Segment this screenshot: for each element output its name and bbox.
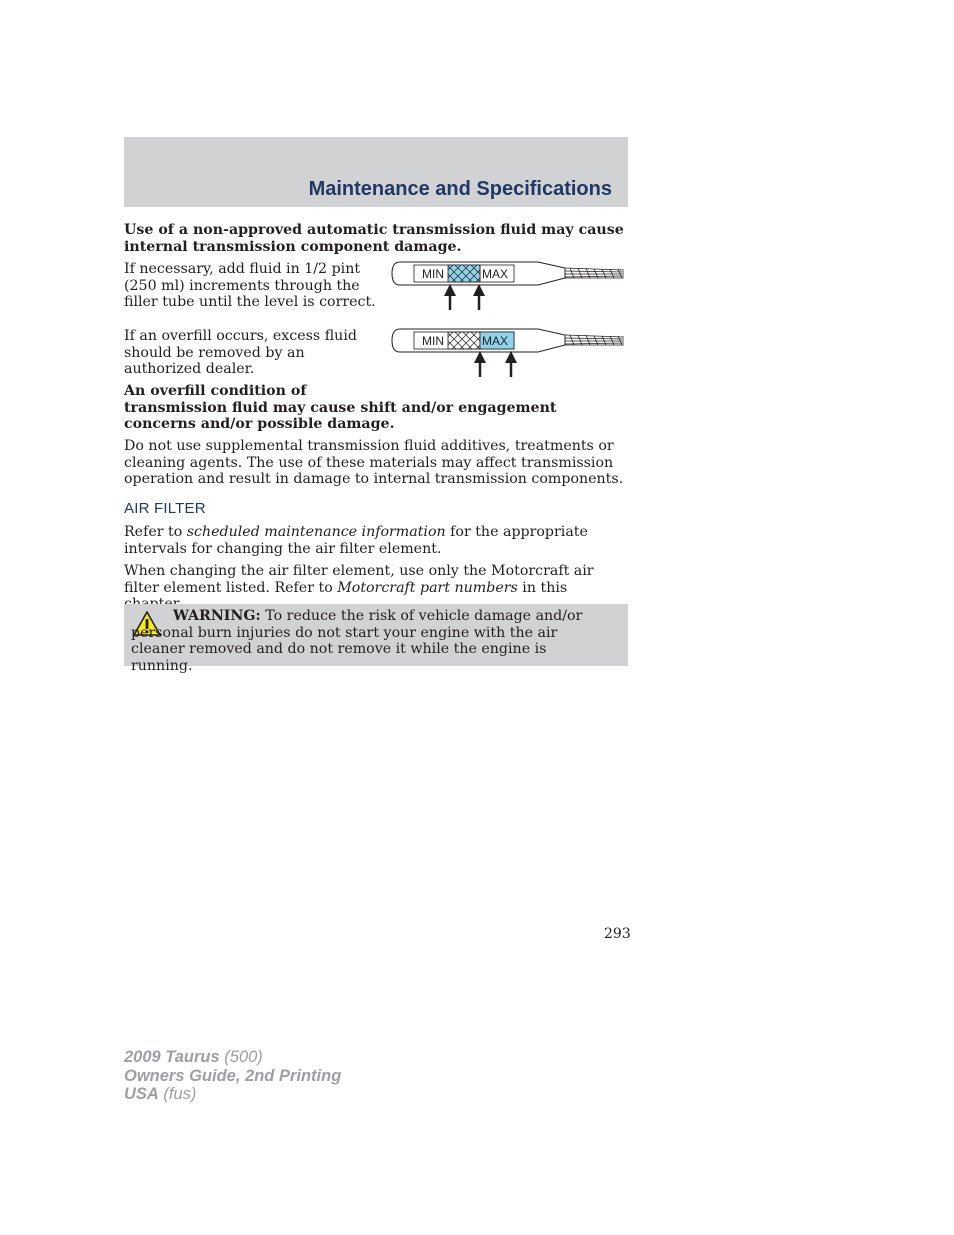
gauge-min-label: MIN	[422, 267, 444, 281]
dipstick-gauge-correct	[390, 256, 630, 316]
footer-line-1	[124, 1048, 341, 1067]
text-run: for the appropriate intervals for changing the air filter element.	[124, 524, 588, 557]
overfill-caution-line2: transmission fluid may cause shift and/or engagement concerns and/or possible damage.	[124, 399, 557, 432]
gauge-max-label: MAX	[482, 267, 509, 281]
air-filter-heading: AIR FILTER	[124, 500, 206, 517]
warning-text	[131, 608, 601, 674]
dipstick-gauge-overfill	[390, 323, 630, 383]
overfill-caution-line1: An overfill condition of	[124, 383, 307, 399]
arrow-up-icon	[444, 284, 456, 310]
header-band	[124, 137, 628, 207]
text-run: Refer to	[124, 524, 187, 540]
gauge-min-label: MIN	[422, 334, 444, 348]
text-run: in this	[522, 579, 568, 596]
footer-region-code: (fus)	[158, 1085, 197, 1103]
page-number: 293	[604, 926, 631, 942]
scheduled-maintenance-reference: scheduled maintenance information	[186, 524, 446, 540]
overfill-paragraph: If an overfill occurs, excess fluid should be removed by an authorized dealer.	[124, 328, 357, 377]
caution-nonapproved-fluid: Use of a non-approved automatic transmission fluid may cause internal transmission component damage.	[124, 222, 624, 255]
footer-model: 2009 Taurus	[124, 1048, 220, 1066]
additives-paragraph: Do not use supplemental transmission fluid additives, treatments or cleaning agents. The use of these materials may affect transmission operation and result in damage to internal transmission components.	[124, 438, 624, 487]
arrow-up-icon	[474, 351, 486, 377]
footer-line-2: Owners Guide, 2nd Printing	[124, 1066, 342, 1085]
footer-line-3	[124, 1085, 341, 1104]
add-fluid-paragraph: If necessary, add fluid in 1/2 pint (250 ml) increments through the filler tube until the level is correct.	[124, 261, 376, 310]
warning-message: To reduce the risk of vehicle damage and/or personal burn injuries do not start your engine with the air cleaner removed and do not remove it while the engine is running.	[131, 608, 583, 674]
arrow-up-icon	[505, 351, 517, 377]
text-run: When changing the air filter element, use only the Motorcraft air filter element listed. Refer to	[124, 563, 594, 596]
warning-box	[124, 604, 628, 674]
footer-region: USA	[124, 1085, 159, 1103]
air-filter-paragraph-1	[124, 524, 624, 557]
footer-model-code: (500)	[219, 1048, 263, 1066]
arrow-up-icon	[473, 284, 485, 310]
gauge-max-label: MAX	[482, 334, 509, 348]
page-title: Maintenance and Specifications	[308, 178, 612, 200]
warning-label: WARNING:	[173, 608, 261, 624]
overfill-caution	[124, 383, 624, 433]
motorcraft-part-numbers-reference: Motorcraft part numbers	[337, 579, 518, 596]
footer	[124, 1048, 341, 1104]
